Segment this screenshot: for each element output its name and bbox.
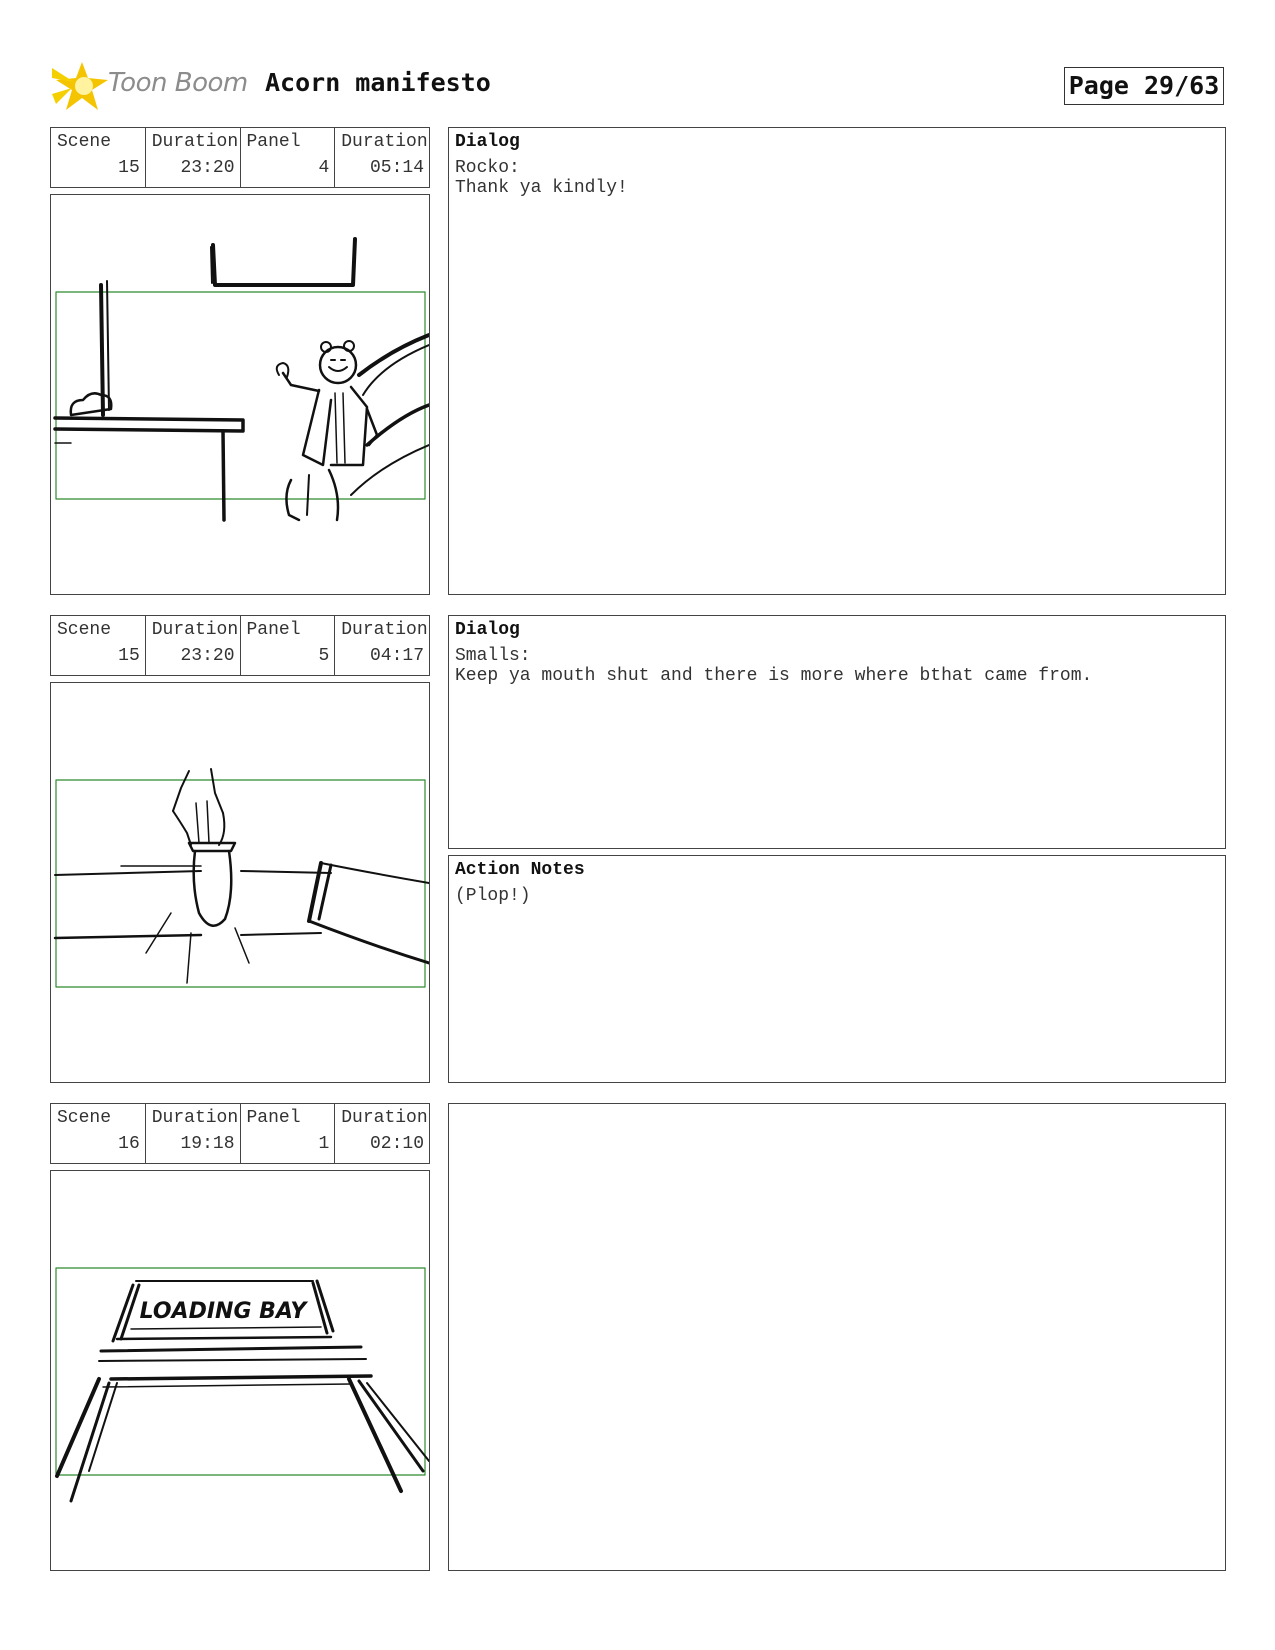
panel-info-row-1 bbox=[50, 127, 430, 188]
panel-duration: 04:17 bbox=[369, 646, 424, 666]
duration-label: Duration bbox=[341, 620, 428, 640]
scene-duration: 23:20 bbox=[180, 646, 235, 666]
storyboard-panel-2 bbox=[50, 682, 430, 1083]
duration-label: Duration bbox=[341, 1108, 428, 1128]
starburst-icon bbox=[52, 58, 112, 114]
scene-duration-cell bbox=[146, 1104, 241, 1163]
panel-label: Panel bbox=[246, 1108, 301, 1128]
dialog-box-3 bbox=[448, 1103, 1226, 1571]
sketch-acorn-drop bbox=[51, 683, 430, 1083]
loading-bay-sign-text: LOADING BAY bbox=[139, 1299, 307, 1324]
panel-duration: 02:10 bbox=[369, 1134, 424, 1154]
storyboard-panel-1 bbox=[50, 194, 430, 595]
panel-duration-cell bbox=[335, 616, 429, 675]
panel-info-row-2 bbox=[50, 615, 430, 676]
action-notes-text: (Plop!) bbox=[455, 886, 531, 906]
action-notes-box-2 bbox=[448, 855, 1226, 1083]
duration-label: Duration bbox=[341, 132, 428, 152]
panel-label: Panel bbox=[246, 132, 301, 152]
duration-label: Duration bbox=[151, 132, 239, 152]
panel-duration: 05:14 bbox=[369, 158, 424, 178]
scene-cell bbox=[51, 616, 146, 675]
duration-label: Duration bbox=[151, 620, 239, 640]
storyboard-panel-3 bbox=[50, 1170, 430, 1571]
scene-duration-cell bbox=[146, 128, 241, 187]
panel-cell bbox=[241, 1104, 336, 1163]
scene-label: Scene bbox=[57, 132, 112, 152]
scene-label: Scene bbox=[57, 1108, 112, 1128]
scene-duration: 23:20 bbox=[180, 158, 235, 178]
action-notes-heading: Action Notes bbox=[455, 860, 585, 880]
dialog-heading: Dialog bbox=[455, 132, 520, 152]
panel-cell bbox=[241, 128, 336, 187]
sketch-loading-bay-sign bbox=[51, 1171, 430, 1571]
scene-duration: 19:18 bbox=[180, 1134, 235, 1154]
panel-info-row-3 bbox=[50, 1103, 430, 1164]
scene-number: 15 bbox=[118, 158, 140, 178]
scene-number: 16 bbox=[118, 1134, 140, 1154]
logo-text: Toon Boom bbox=[108, 68, 248, 98]
panel-number: 4 bbox=[318, 158, 330, 178]
scene-label: Scene bbox=[57, 620, 112, 640]
panel-number: 1 bbox=[318, 1134, 330, 1154]
scene-duration-cell bbox=[146, 616, 241, 675]
dialog-text: Smalls: Keep ya mouth shut and there is more where bthat came from. bbox=[455, 646, 1093, 686]
sketch-bear-at-counter bbox=[51, 195, 430, 595]
dialog-heading: Dialog bbox=[455, 620, 520, 640]
scene-number: 15 bbox=[118, 646, 140, 666]
dialog-box-2 bbox=[448, 615, 1226, 849]
document-title: Acorn manifesto bbox=[265, 68, 491, 97]
panel-number: 5 bbox=[318, 646, 330, 666]
page-number: Page 29/63 bbox=[1064, 67, 1224, 105]
scene-cell bbox=[51, 1104, 146, 1163]
dialog-text: Rocko: Thank ya kindly! bbox=[455, 158, 628, 198]
duration-label: Duration bbox=[151, 1108, 239, 1128]
panel-duration-cell bbox=[335, 1104, 429, 1163]
panel-duration-cell bbox=[335, 128, 429, 187]
scene-cell bbox=[51, 128, 146, 187]
panel-label: Panel bbox=[246, 620, 301, 640]
panel-cell bbox=[241, 616, 336, 675]
toon-boom-logo bbox=[52, 58, 248, 114]
dialog-box-1 bbox=[448, 127, 1226, 595]
